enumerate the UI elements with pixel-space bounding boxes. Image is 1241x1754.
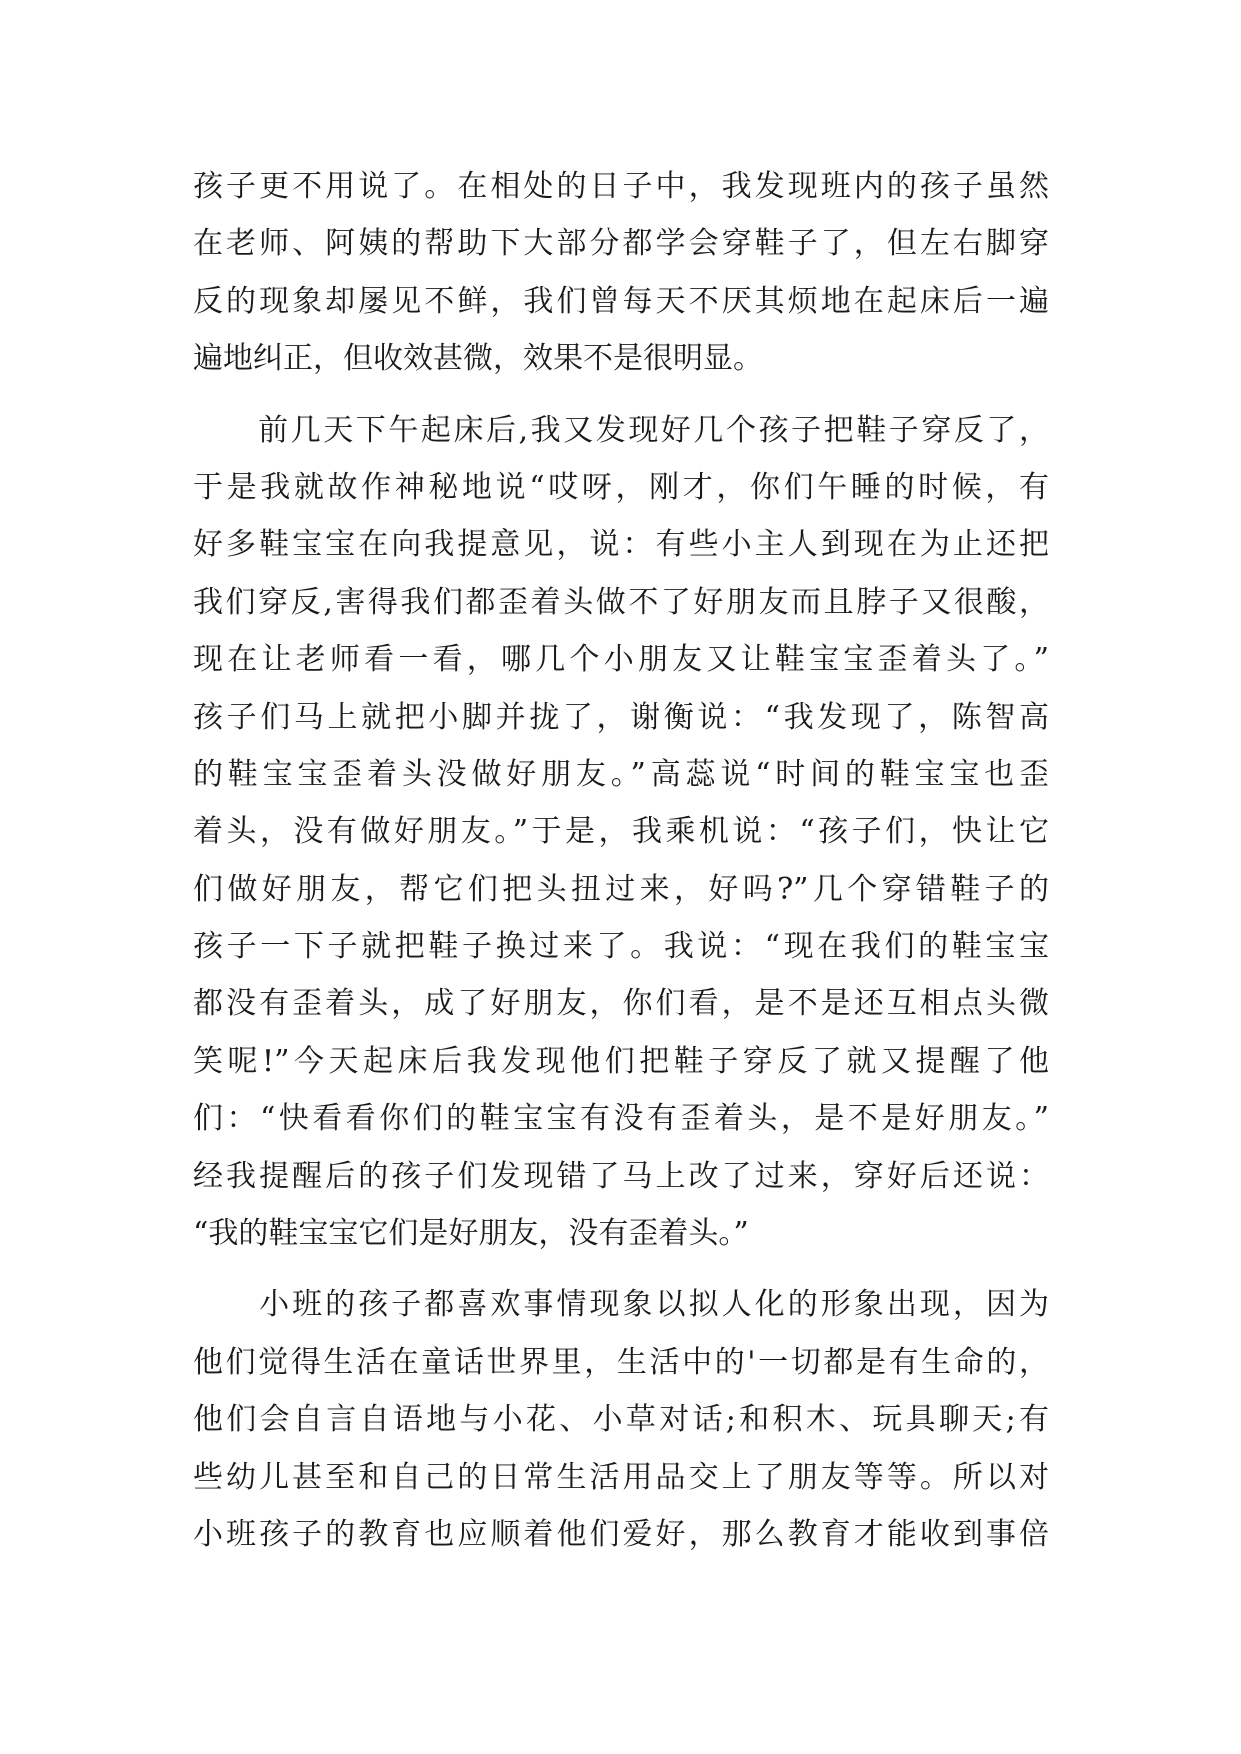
text-line: 们做好朋友，帮它们把头扭过来，好吗?”几个穿错鞋子的: [193, 871, 1049, 907]
text-line: 孩子们马上就把小脚并拢了，谢衡说：“我发现了，陈智高: [193, 699, 1049, 735]
text-line: 反的现象却屡见不鲜，我们曾每天不厌其烦地在起床后一遍: [193, 283, 1049, 319]
text-line: 他们觉得生活在童话世界里，生活中的'一切都是有生命的，: [193, 1344, 1049, 1380]
text-line: 着头，没有做好朋友。”于是，我乘机说：“孩子们，快让它: [193, 814, 1049, 850]
text-line: 前几天下午起床后,我又发现好几个孩子把鞋子穿反了，: [193, 412, 1049, 448]
paragraph-gap: [193, 388, 1049, 402]
text-line: 我们穿反,害得我们都歪着头做不了好朋友而且脖子又很酸，: [193, 584, 1049, 620]
text-line: “我的鞋宝宝它们是好朋友，没有歪着头。”: [193, 1216, 749, 1252]
text-line: 的鞋宝宝歪着头没做好朋友。”高蕊说“时间的鞋宝宝也歪: [193, 756, 1049, 792]
text-line: 在老师、阿姨的帮助下大部分都学会穿鞋子了，但左右脚穿: [193, 226, 1049, 262]
text-line: 小班孩子的教育也应顺着他们爱好，那么教育才能收到事倍: [193, 1516, 1049, 1552]
paragraph-3: [193, 1276, 1049, 1563]
text-line: 孩子更不用说了。在相处的日子中，我发现班内的孩子虽然: [193, 169, 1049, 204]
text-line: 经我提醒后的孩子们发现错了马上改了过来，穿好后还说：: [193, 1158, 1049, 1194]
text-line: 于是我就故作神秘地说“哎呀，刚才，你们午睡的时候，有: [193, 469, 1049, 505]
paragraph-2: [193, 402, 1049, 1263]
text-line: 些幼儿甚至和自己的日常生活用品交上了朋友等等。所以对: [193, 1459, 1049, 1495]
paragraph-gap: [193, 1262, 1049, 1276]
document-body: [193, 158, 1049, 1563]
text-line: 都没有歪着头，成了好朋友，你们看，是不是还互相点头微: [193, 986, 1049, 1022]
paragraph-1: [193, 158, 1049, 388]
text-line: 们：“快看看你们的鞋宝宝有没有歪着头，是不是好朋友。”: [193, 1101, 1049, 1137]
text-line: 遍地纠正，但收效甚微，效果不是很明显。: [193, 341, 763, 377]
text-line: 小班的孩子都喜欢事情现象以拟人化的形象出现，因为: [193, 1287, 1049, 1323]
text-line: 孩子一下子就把鞋子换过来了。我说：“现在我们的鞋宝宝: [193, 929, 1049, 965]
text-line: 现在让老师看一看，哪几个小朋友又让鞋宝宝歪着头了。”: [193, 642, 1049, 678]
text-line: 好多鞋宝宝在向我提意见，说：有些小主人到现在为止还把: [193, 527, 1049, 563]
text-line: 笑呢!”今天起床后我发现他们把鞋子穿反了就又提醒了他: [193, 1043, 1049, 1079]
text-line: 他们会自言自语地与小花、小草对话;和积木、玩具聊天;有: [193, 1402, 1049, 1438]
